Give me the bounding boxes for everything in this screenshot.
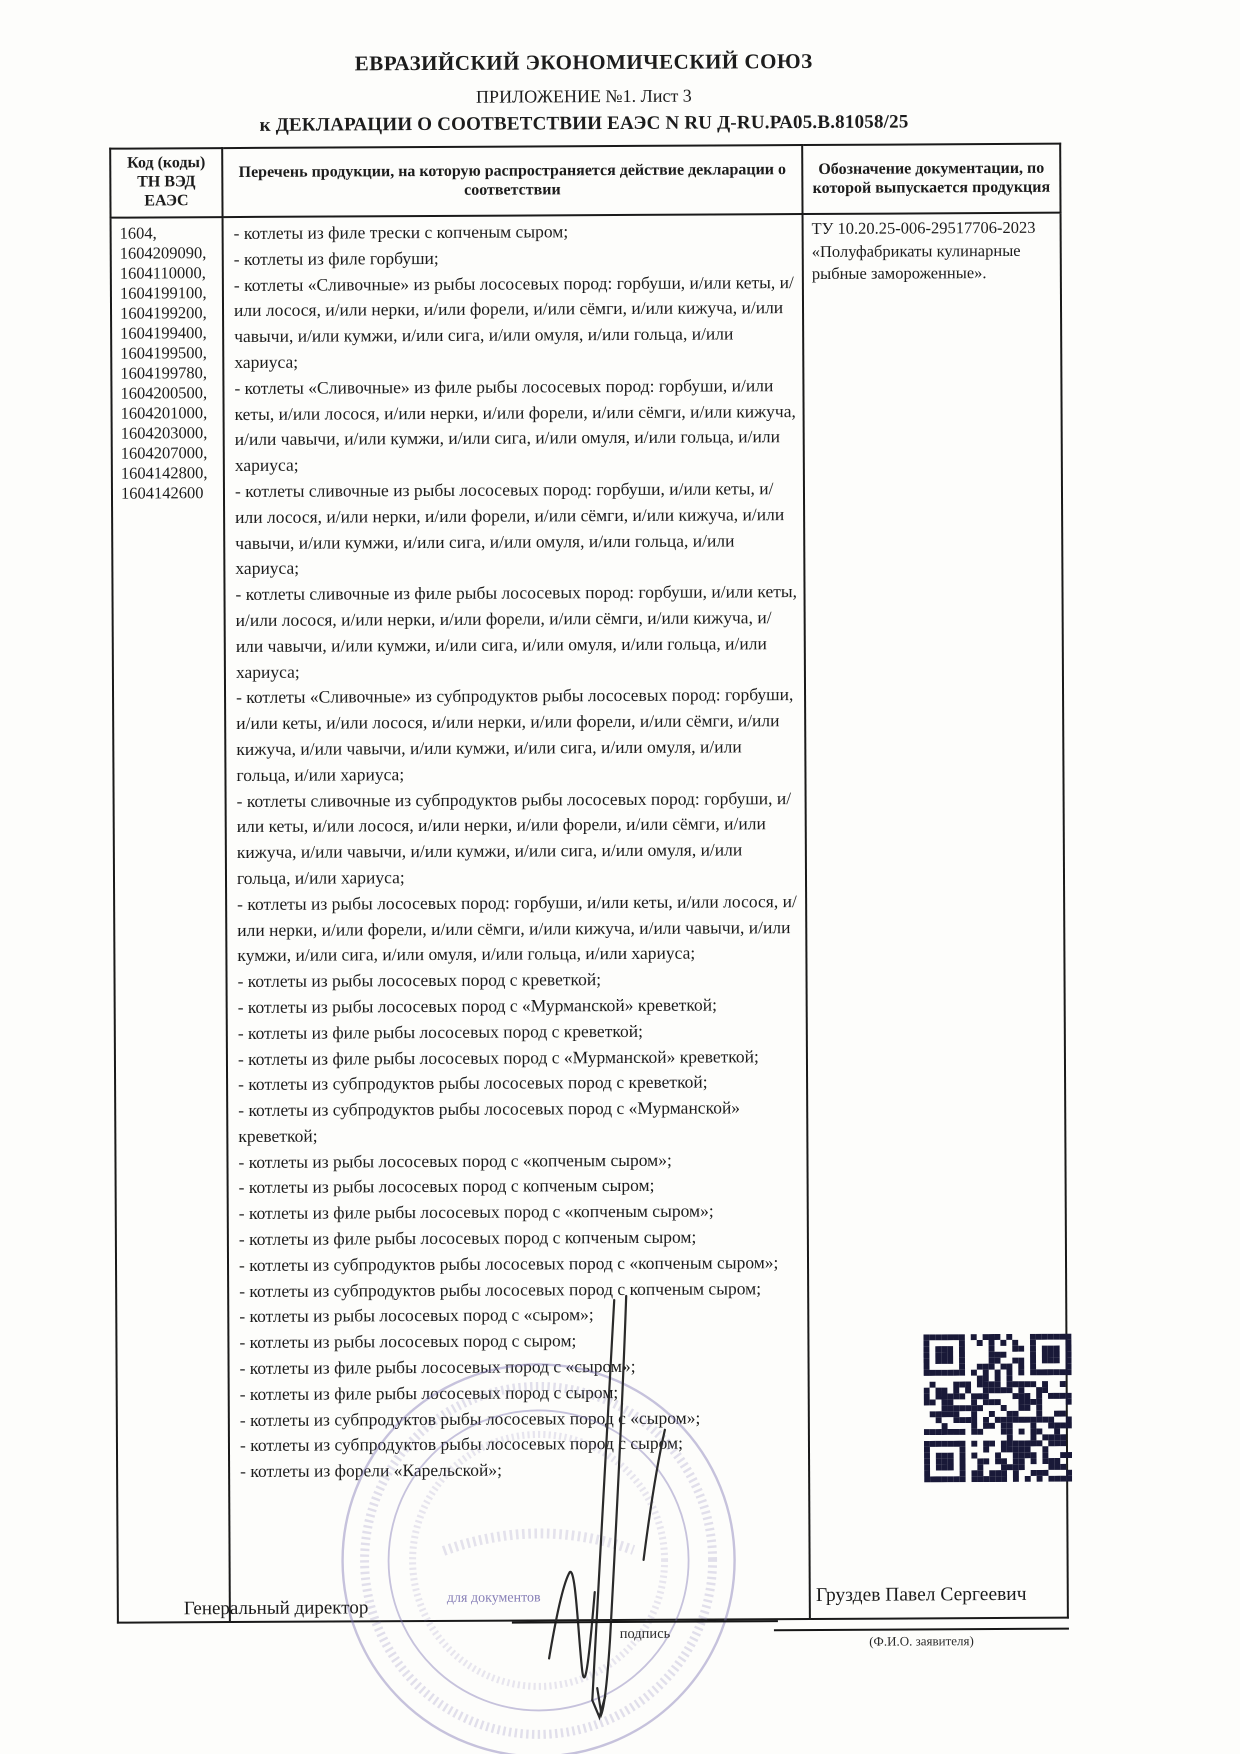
product-item: - котлеты из форели «Карельской»; — [240, 1459, 503, 1482]
tnved-code: 1604203000, — [120, 423, 208, 443]
product-item: - котлеты из филе рыбы лососевых пород с копченым сыром; — [238, 1226, 697, 1250]
product-item: - котлеты из рыбы лососевых пород с «копченым сыром»; — [238, 1149, 672, 1172]
product-item: - котлеты из филе рыбы лососевых пород с «копченым сыром»; — [238, 1200, 714, 1224]
product-item: - котлеты «Сливочные» из субпродуктов рыбы лососевых пород: горбуши, и/или кеты, и/или лосося, и/или нерки, и/или форели, и/или сёмги, и/или кижуча, и/или чавычи, и/или кумжи, и/или сига, и/или омуля, и/или гольца, и/или хариуса; — [236, 684, 794, 785]
product-item: - котлеты из филе горбуши; — [233, 247, 439, 269]
tnved-code: 1604207000, — [120, 443, 208, 463]
table-header-row — [110, 144, 1060, 218]
tnved-code: 1604199500, — [120, 343, 207, 363]
appendix-sheet-subtitle: ПРИЛОЖЕНИЕ №1. Лист 3 — [475, 85, 692, 107]
product-item: - котлеты из филе рыбы лососевых пород с «сыром»; — [239, 1355, 636, 1379]
tnved-code: 1604200500, — [120, 383, 208, 403]
tnved-code: 1604209090, — [119, 243, 207, 263]
qr-code — [923, 1334, 1072, 1483]
column-header-documentation: Обозначение документации, по которой выпускается продукция — [802, 144, 1060, 214]
product-item: - котлеты из филе рыбы лососевых пород с сыром; — [239, 1381, 619, 1404]
tnved-code: 1604199400, — [120, 323, 207, 343]
product-item: - котлеты из субпродуктов рыбы лососевых пород с копченым сыром; — [239, 1277, 762, 1301]
product-item: - котлеты из рыбы лососевых пород с копченым сыром; — [238, 1175, 655, 1198]
product-item: - котлеты из филе рыбы лососевых пород с креветкой; — [237, 1020, 643, 1043]
signature-line — [512, 1620, 778, 1623]
stamp-visible-text: для документов — [446, 1590, 541, 1606]
product-item: - котлеты из субпродуктов рыбы лососевых пород с сыром; — [239, 1433, 684, 1456]
signature-caption: подпись — [619, 1625, 671, 1643]
column-header-tnved-codes: Код (коды) ТН ВЭД ЕАЭС — [110, 148, 222, 218]
product-item: - котлеты сливочные из филе рыбы лососевых пород: горбуши, и/или кеты, и/или лосося, и/или нерки, и/или форели, и/или сёмги, и/или кижуча, и/или чавычи, и/или кумжи, и/или сига, и/или омуля, и/или гольца, и/или хариуса; — [235, 581, 798, 682]
product-item: - котлеты «Сливочные» из рыбы лососевых пород: горбуши, и/или кеты, и/или лосося, и/или нерки, и/или форели, и/или сёмги, и/или кижуча, и/или чавычи, и/или кумжи, и/или сига, и/или омуля, и/или гольца, и/или хариуса; — [233, 271, 794, 372]
products-cell — [223, 214, 810, 1622]
product-item: - котлеты из рыбы лососевых пород с «Мурманской» креветкой; — [237, 994, 718, 1017]
product-item: - котлеты «Сливочные» из филе рыбы лососевых пород: горбуши, и/или кеты, и/или лосося, и/или нерки, и/или форели, и/или сёмги, и/или кижуча, и/или чавычи, и/или кумжи, и/или сига, и/или омуля, и/или гольца, и/или хариуса; — [234, 374, 796, 476]
product-item: - котлеты из рыбы лососевых пород: горбуши, и/или кеты, и/или лосося, и/или нерки, и/или форели, и/или сёмги, и/или кижуча, и/или чавычи, и/или кумжи, и/или сига, и/или омуля, и/или гольца, и/или хариуса; — [237, 890, 797, 966]
tnved-code: 1604199200, — [119, 303, 207, 323]
doc-designation-text: ТУ 10.20.25-006-29517706-2023 «Полуфабрикаты кулинарные рыбные замороженные». — [811, 217, 1036, 283]
director-position-label: Генеральный директор — [183, 1597, 369, 1620]
codes-cell — [111, 217, 230, 1623]
product-item: - котлеты сливочные из рыбы лососевых пород: горбуши, и/или кеты, и/или лосося, и/или нерки, и/или форели, и/или сёмги, и/или кижуча, и/или чавычи, и/или кумжи, и/или сига, и/или омуля, и/или гольца, и/или хариуса; — [234, 478, 785, 579]
product-item: - котлеты из субпродуктов рыбы лососевых пород с креветкой; — [238, 1071, 708, 1095]
document-header — [109, 48, 1059, 138]
product-item: - котлеты из филе рыбы лососевых пород с «Мурманской» креветкой; — [237, 1045, 759, 1069]
product-item: - котлеты из рыбы лососевых пород с «сыром»; — [239, 1304, 594, 1327]
applicant-name-line — [774, 1628, 1069, 1632]
union-title: ЕВРАЗИЙСКИЙ ЭКОНОМИЧЕСКИЙ СОЮЗ — [354, 48, 813, 76]
applicant-name: Груздев Павел Сергеевич — [815, 1583, 1027, 1606]
tnved-code: 1604201000, — [120, 403, 208, 423]
product-item: - котлеты из субпродуктов рыбы лососевых пород с «Мурманской» креветкой; — [238, 1097, 741, 1146]
tnved-code: 1604199100, — [119, 283, 207, 303]
product-list — [224, 215, 809, 1485]
tnved-code: 1604110000, — [119, 263, 206, 283]
product-item: - котлеты из филе трески с копченым сыром; — [233, 221, 569, 244]
tnved-code: 1604199780, — [120, 363, 208, 383]
tnved-code: 1604142800, — [120, 463, 208, 483]
product-item: - котлеты из рыбы лососевых пород с сыром; — [239, 1330, 577, 1353]
tnved-code: 1604, — [119, 223, 157, 243]
product-item: - котлеты из субпродуктов рыбы лососевых пород с «сыром»; — [239, 1407, 701, 1430]
product-item: - котлеты из рыбы лососевых пород с креветкой; — [237, 969, 602, 992]
tnved-codes-list — [112, 218, 223, 504]
column-header-product-list: Перечень продукции, на которую распространяется действие декларации о соответствии — [222, 145, 802, 217]
table-header — [110, 144, 1060, 218]
applicant-name-caption: (Ф.И.О. заявителя) — [869, 1633, 974, 1649]
product-item: - котлеты сливочные из субпродуктов рыбы лососевых пород: горбуши, и/или кеты, и/или лосося, и/или нерки, и/или форели, и/или сёмги, и/или кижуча, и/или чавычи, и/или кумжи, и/или сига, и/или омуля, и/или гольца, и/или хариуса; — [236, 787, 792, 888]
tnved-code: 1604142600 — [120, 483, 204, 503]
declaration-number-line: к ДЕКЛАРАЦИИ О СООТВЕТСТВИИ ЕАЭС N RU Д-RU.РА05.В.81058/25 — [259, 111, 909, 136]
product-item: - котлеты из субпродуктов рыбы лососевых пород с «копченым сыром»; — [238, 1252, 779, 1275]
